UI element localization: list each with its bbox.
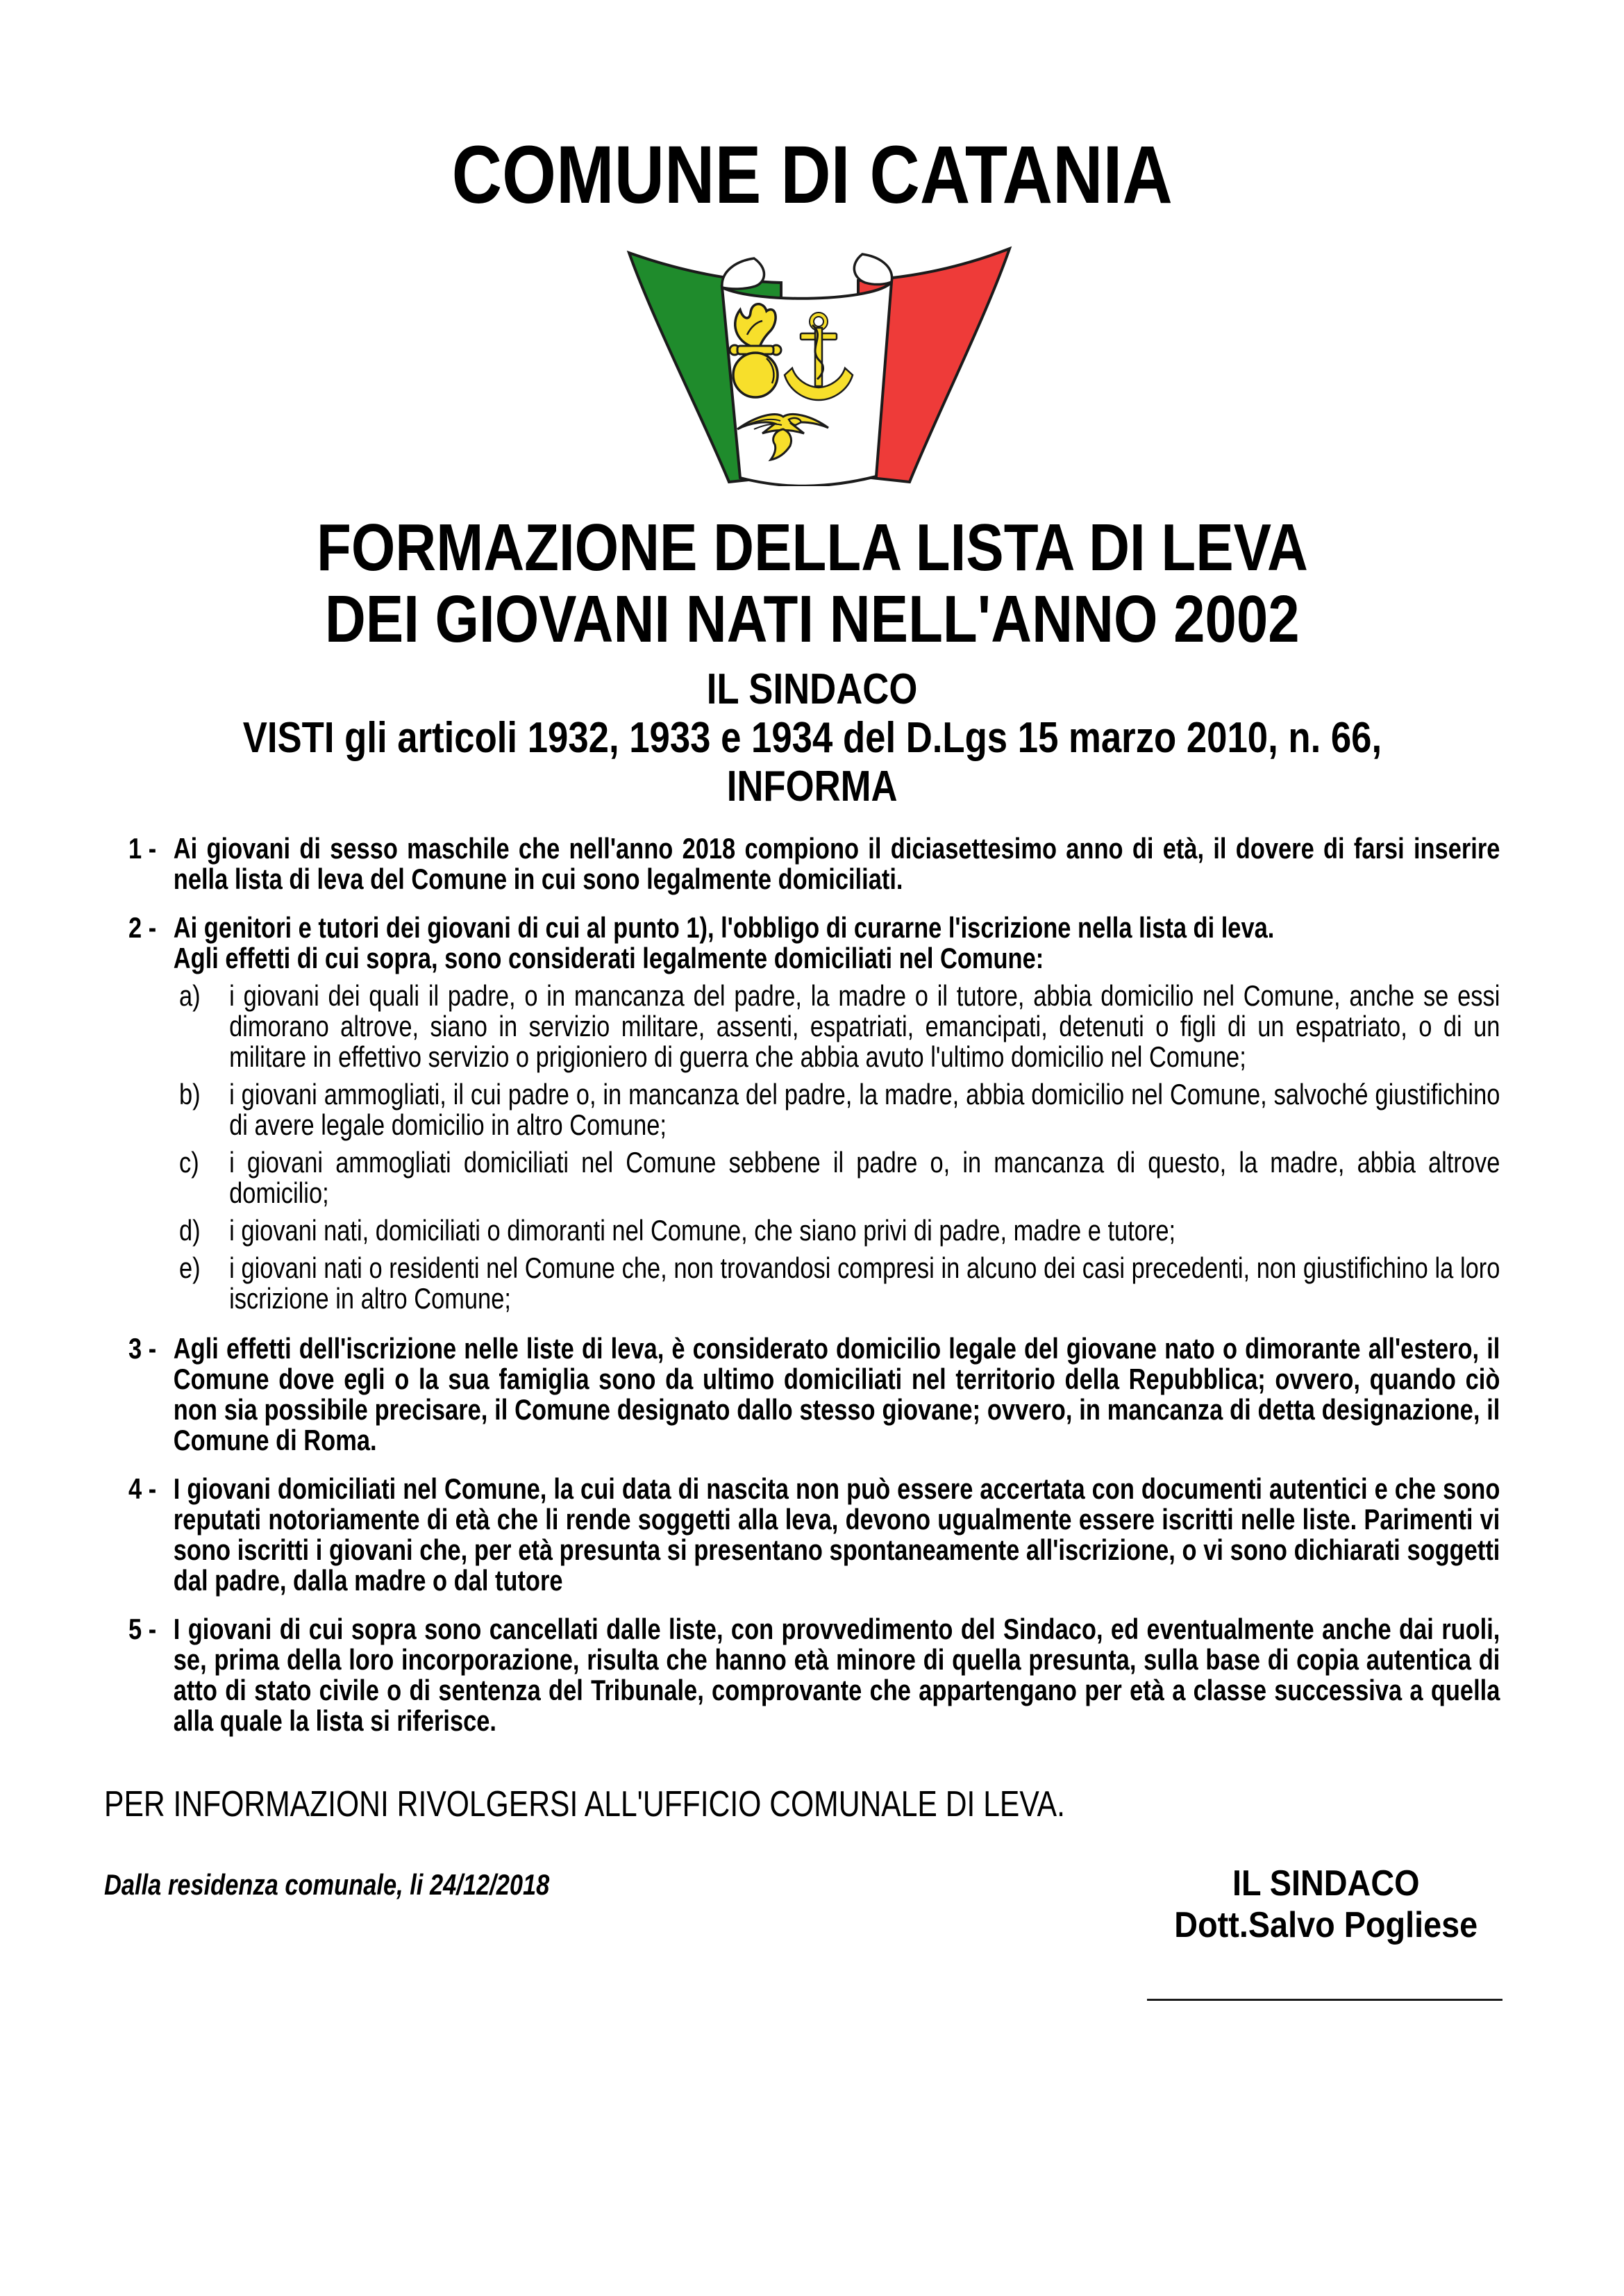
item-text: I giovani domiciliati nel Comune, la cui data di nascita non può essere accertata con documenti autentici e che sono reputati notoriamente di età che li rende soggetti alla leva, devono ugualmente essere iscritti nelle liste. Parimenti vi sono iscritti i giovani che, per età presunta si presentano spontaneamente all'iscrizione, o vi sono dichiarati soggetti dal padre, dalla madre o dal tutore <box>173 1472 1500 1597</box>
sub-item-text: i giovani nati o residenti nel Comune che, non trovandosi compresi in alcuno dei casi precedenti, non giustifichino la loro iscrizione in altro Comune; <box>229 1251 1500 1315</box>
info-line: PER INFORMAZIONI RIVOLGERSI ALL'UFFICIO COMUNALE DI LEVA. <box>104 1784 1065 1824</box>
scroll-right-curl <box>854 254 891 285</box>
sub-item-b <box>179 1079 1500 1140</box>
sub-items <box>179 981 1500 1314</box>
notice-title <box>0 512 1624 655</box>
sub-item-c <box>179 1147 1500 1208</box>
item-number: 4 - <box>128 1472 157 1505</box>
signature-block <box>1146 1863 1507 1946</box>
preamble <box>0 665 1624 811</box>
list-item-2 <box>128 913 1500 1315</box>
item-text: I giovani di cui sopra sono cancellati dalle liste, con provvedimento del Sindaco, ed eventualmente anche dai ruoli, se, prima della loro incorporazione, risulta che hanno età minore di quella presunta, sulla base di copia autentica di atto di stato civile o di sentenza del Tribunale, comprovante che appartengano per età a classe successiva a quella alla quale la lista si riferisce. <box>173 1613 1500 1737</box>
notice-title-line1: FORMAZIONE DELLA LISTA DI LEVA <box>316 510 1308 585</box>
sub-item-d <box>179 1215 1500 1246</box>
sub-item-e <box>179 1253 1500 1314</box>
item-text: Agli effetti dell'iscrizione nelle liste di leva, è considerato domicilio legale del giovane nato o dimorante all'estero, il Comune dove egli o la sua famiglia sono da ultimo domiciliati nel territorio della Repubblica; ovvero, quando ciò non sia possibile precisare, il Comune designato dallo stesso giovane; ovvero, in mancanza di detta designazione, il Comune di Roma. <box>173 1332 1500 1456</box>
informs-line: INFORMA <box>726 763 898 810</box>
authority-line: IL SINDACO <box>706 665 918 713</box>
sub-item-text: i giovani ammogliati domiciliati nel Comune sebbene il padre o, in mancanza di questo, la madre, abbia altrove domicilio; <box>229 1146 1500 1209</box>
municipality-title <box>0 129 1624 221</box>
signature-title: IL SINDACO <box>1232 1863 1420 1904</box>
municipality-title-text: COMUNE DI CATANIA <box>451 129 1173 221</box>
item-number: 5 - <box>128 1613 157 1645</box>
sub-item-letter: c) <box>178 1146 199 1179</box>
list-item-3 <box>128 1333 1500 1456</box>
grenade-icon <box>730 304 781 397</box>
sub-item-a <box>179 981 1500 1072</box>
provisions-list <box>128 833 1500 1736</box>
premise-line: VISTI gli articoli 1932, 1933 e 1934 del D.Lgs 15 marzo 2010, n. 66, <box>242 714 1382 762</box>
signature-name: Dott.Salvo Pogliese <box>1174 1905 1478 1945</box>
scroll-left-curl <box>722 258 764 289</box>
sub-item-letter: b) <box>178 1078 201 1110</box>
signature-line <box>1147 1999 1502 2001</box>
sub-item-text: i giovani ammogliati, il cui padre o, in mancanza del padre, la madre, abbia domicilio nel Comune, salvoché giustifichino di avere legale domicilio in altro Comune; <box>229 1078 1500 1141</box>
item-number: 3 - <box>128 1332 157 1365</box>
dateline: Dalla residenza comunale, li 24/12/2018 <box>104 1868 550 1901</box>
item-number: 1 - <box>128 832 157 865</box>
tricolour-banner-emblem <box>618 243 1021 486</box>
item-text: Ai giovani di sesso maschile che nell'anno 2018 compiono il diciasettesimo anno di età, il dovere di farsi inserire nella lista di leva del Comune in cui sono legalmente domiciliati. <box>173 832 1500 895</box>
sub-item-letter: d) <box>178 1214 201 1247</box>
list-item-5 <box>128 1614 1500 1736</box>
sub-item-text: i giovani dei quali il padre, o in mancanza del padre, la madre o il tutore, abbia domicilio nel Comune, anche se essi dimorano altrove, siano in servizio militare, assenti, espatriati, emancipati, detenuti o figli di un espatriato, o di un militare in effettivo servizio o prigioniero di guerra che abbia avuto l'ultimo domicilio nel Comune; <box>229 979 1500 1073</box>
sub-item-text: i giovani nati, domiciliati o dimoranti nel Comune, che siano privi di padre, madre e tutore; <box>229 1214 1176 1247</box>
item-number: 2 - <box>128 911 157 944</box>
list-item-1 <box>128 833 1500 895</box>
sub-item-letter: a) <box>178 979 201 1012</box>
item-text: Ai genitori e tutori dei giovani di cui al punto 1), l'obbligo di curarne l'iscrizione nella lista di leva. Agli effetti di cui sopra, sono considerati legalmente domiciliati nel Comune: a) i giovani dei quali il padre, o in mancanza del padre, la madre o il tutore, abbia domicilio nel Comune, anche se essi dimorano altrove, siano in servizio militare, assenti, espatriati, emancipati, detenuti o figli di un espatriato, o di un militare in effettivo servizio o prigioniero di guerra che abbia avuto l'ultimo domicilio nel Comune; b) i giovani ammogliati, il cui padre o, in mancanza del padre, la madre, abbia domicilio nel Comune, salvoché giustifichino di avere legale domicilio in altro Comune; c) i giovani ammogliati domiciliati nel Comune sebbene il padre o, in mancanza di questo, la madre, abbia altrove domicilio; d) i giovani nati, domiciliati o dimoranti nel Comune, che siano privi di padre, madre e tutore; e) i giovani nati o residenti nel Comune che, non trovandosi compresi in alcuno dei casi precedenti, non giustifichino la loro iscrizione in altro Comune; <box>173 911 1500 1315</box>
notice-title-line2: DEI GIOVANI NATI NELL'ANNO 2002 <box>324 582 1300 656</box>
list-item-4 <box>128 1474 1500 1596</box>
sub-item-letter: e) <box>178 1251 201 1284</box>
